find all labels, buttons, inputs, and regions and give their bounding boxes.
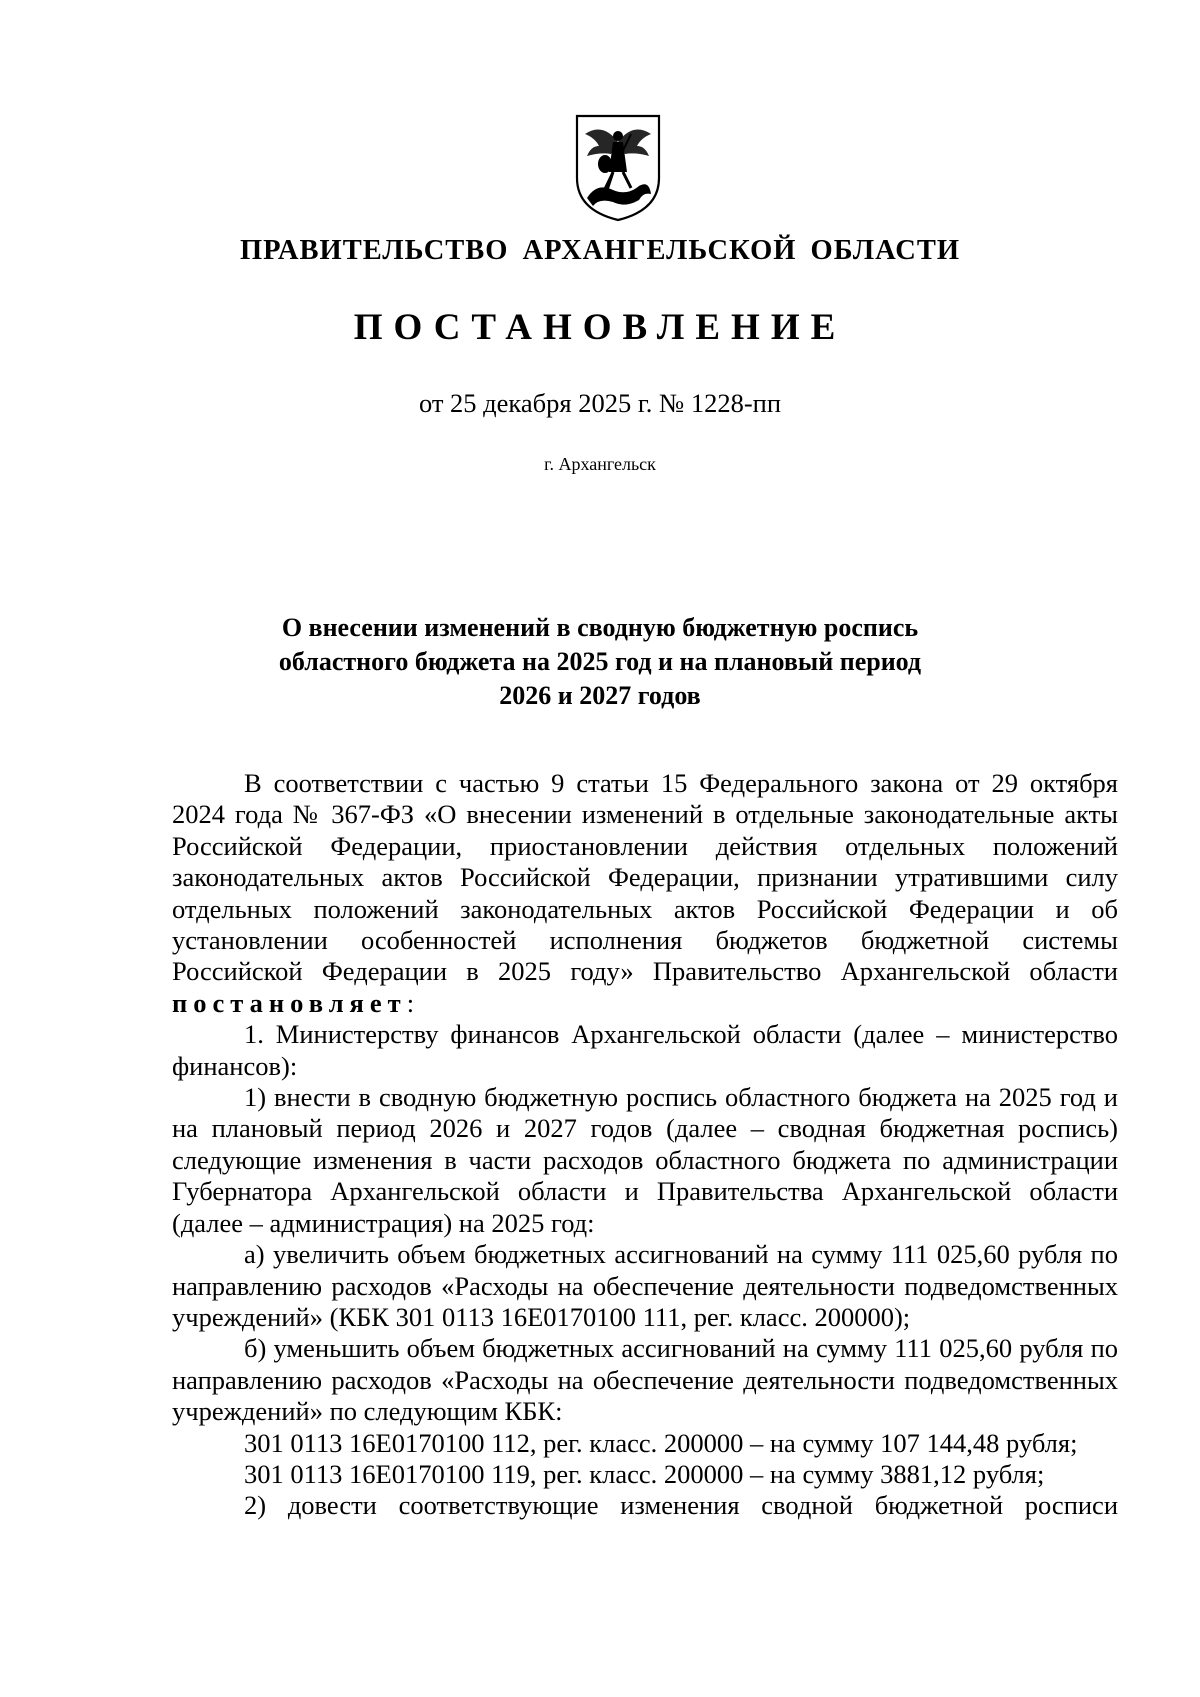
document-body — [172, 768, 1118, 1522]
document-city: г. Архангельск — [544, 454, 656, 474]
coat-of-arms-icon — [573, 112, 663, 224]
coat-of-arms-emblem — [573, 112, 663, 224]
preamble-paragraph — [172, 768, 1118, 1019]
title-line-1: О внесении изменений в сводную бюджетную роспись — [281, 613, 919, 642]
item-a-paragraph: а) увеличить объем бюджетных ассигнований на сумму 111 025,60 рубля по направлению расходов «Расходы на обеспечение деятельности подведомственных учреждений» (КБК 301 0113 16Е0170100 111, рег. класс. 200000); — [172, 1239, 1118, 1332]
title-line-2: областного бюджета на 2025 год и на плановый период — [278, 647, 922, 676]
preamble-end: : — [406, 987, 415, 1018]
preamble-verb: постановляет — [172, 987, 407, 1018]
document-date-number: от 25 декабря 2025 г. № 1228-пп — [418, 388, 782, 418]
item-1-paragraph: 1. Министерству финансов Архангельской области (далее – министерство финансов): — [172, 1019, 1118, 1081]
kbk-line-2: 301 0113 16Е0170100 119, рег. класс. 200000 – на сумму 3881,12 рубля; — [244, 1458, 1045, 1489]
kbk-line-1: 301 0113 16Е0170100 112, рег. класс. 200000 – на сумму 107 144,48 рубля; — [244, 1427, 1078, 1458]
preamble-text: В соответствии с частью 9 статьи 15 Федерального закона от 29 октября 2024 года № 367-ФЗ «О внесении изменений в отдельные законодательные акты Российской Федерации, приостановлении действия отдельных положений законодательных актов Российской Федерации, признании утратившими силу отдельных положений законодательных актов Российской Федерации и об установлении особенностей исполнения бюджетов бюджетной системы Российской Федерации в 2025 году» Правительство Архангельской области — [172, 768, 1118, 987]
item-1-1-paragraph: 1) внести в сводную бюджетную роспись областного бюджета на 2025 год и на плановый период 2026 и 2027 годов (далее – сводная бюджетная роспись) следующие изменения в части расходов областного бюджета по администрации Губернатора Архангельской области и Правительства Архангельской области (далее – администрация) на 2025 год: — [172, 1082, 1118, 1238]
document-type: ПОСТАНОВЛЕНИЕ — [353, 307, 847, 348]
item-b-paragraph: б) уменьшить объем бюджетных ассигнований на сумму 111 025,60 рубля по направлению расходов «Расходы на обеспечение деятельности подведомственных учреждений» по следующим КБК: — [172, 1333, 1118, 1427]
government-name: ПРАВИТЕЛЬСТВО АРХАНГЕЛЬСКОЙ ОБЛАСТИ — [240, 235, 960, 266]
item-1-2-paragraph: 2) довести соответствующие изменения сводной бюджетной росписи — [244, 1490, 1118, 1521]
title-line-3: 2026 и 2027 годов — [499, 681, 701, 710]
document-title — [170, 611, 1030, 713]
